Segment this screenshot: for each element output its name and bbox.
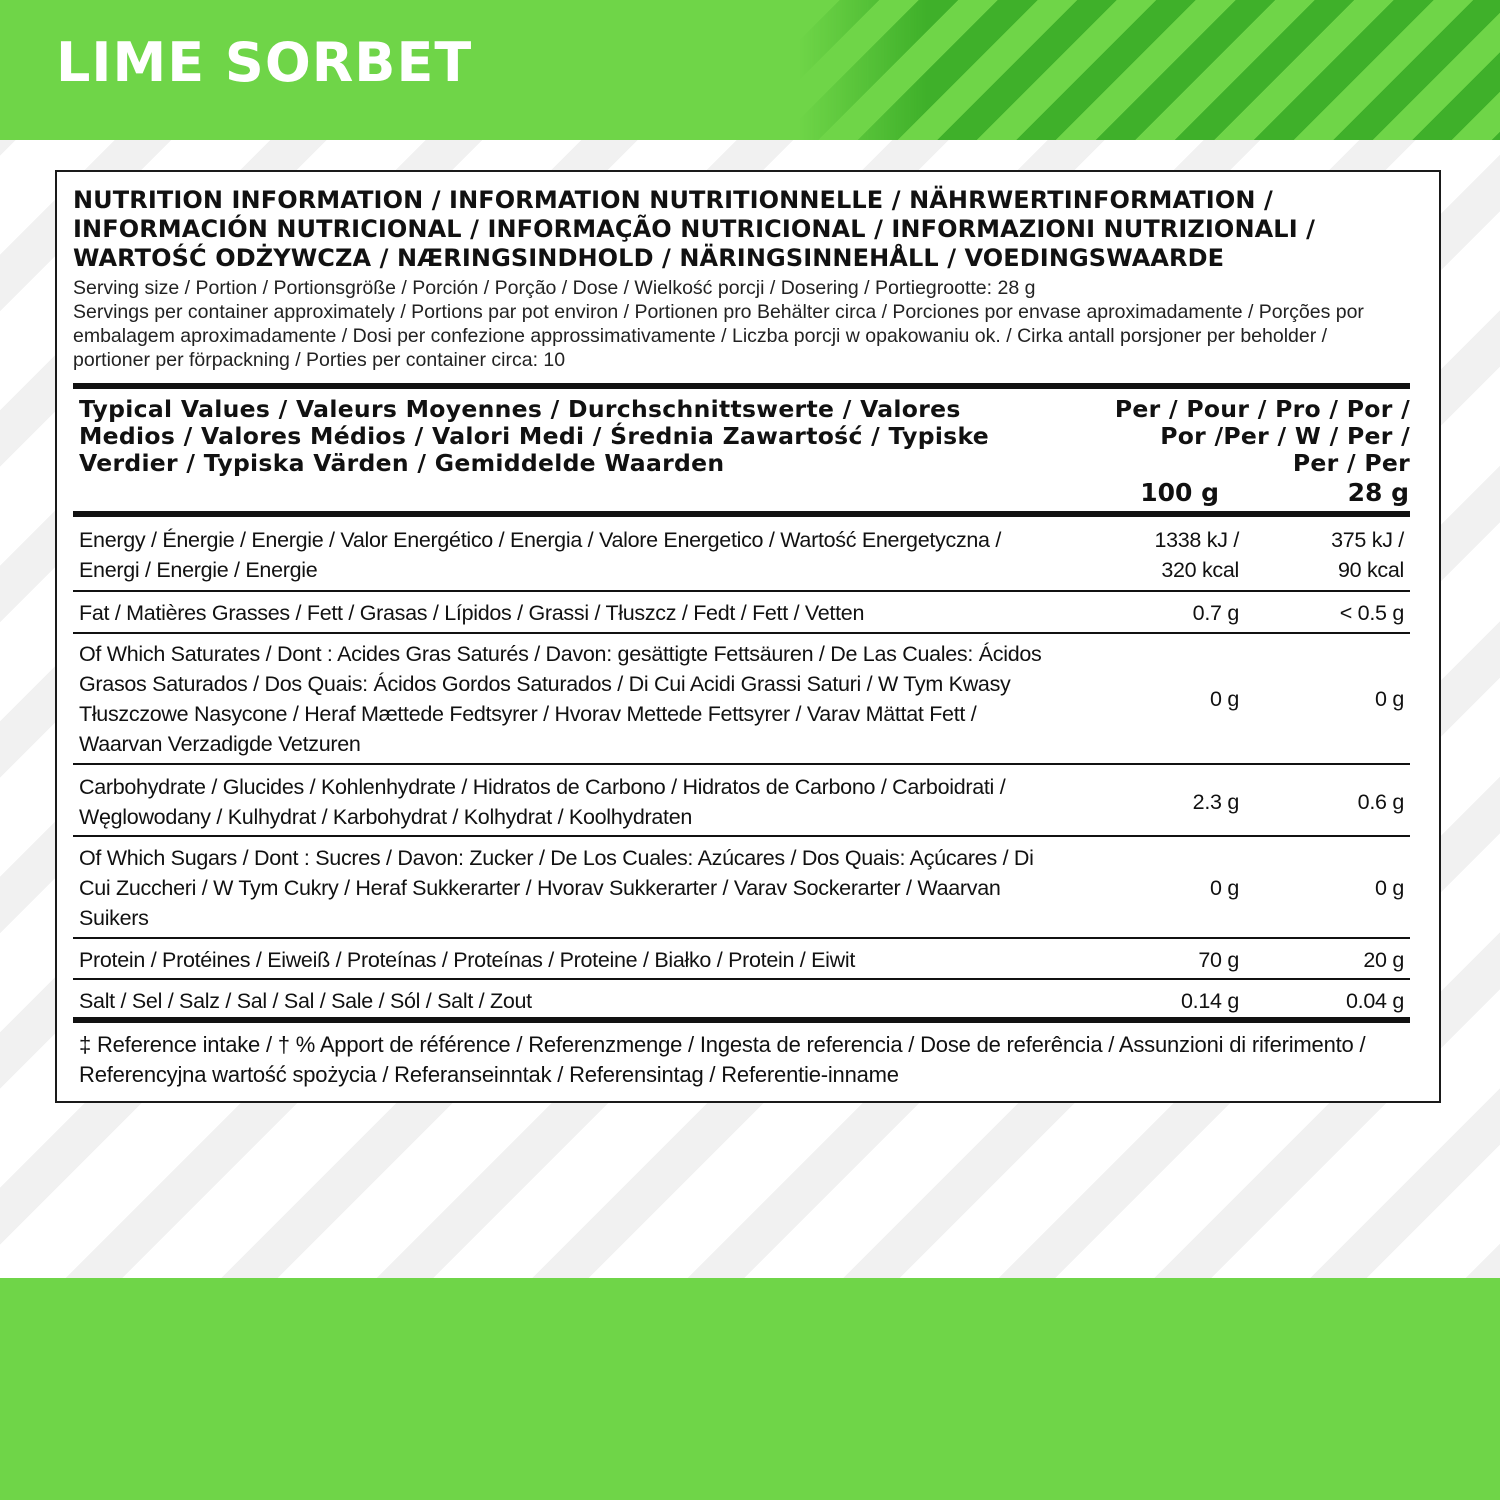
row-label: Of Which Saturates / Dont : Acides Gras Saturés / Davon: gesättigte Fettsäuren / De Las Cuales: Ácidos Grasos Saturados / Dos Quais: Ácidos Gordos Saturados / Di Cui Acidi Grassi Saturi / W Tym Kwasy Tłuszczowe Nasycone / Heraf Mættede Fedtsyrer / Hvorav Mettede Fettsyrer / Varav Mättat Fett / Waarvan Verzadigde Vetzuren: [79, 642, 1042, 756]
row-divider: [73, 978, 1410, 980]
row-divider: [73, 590, 1410, 592]
row-label: Energy / Énergie / Energie / Valor Energético / Energia / Valore Energetico / Wartość Energetyczna / Energi / Energie / Energie: [79, 528, 1002, 582]
value-per-28g: [1244, 525, 1404, 585]
header-band: [0, 0, 1500, 140]
value-per-100g: 0 g: [1210, 876, 1239, 900]
value-per-100g: 0 g: [1210, 687, 1239, 711]
value-per-28g: 0 g: [1375, 687, 1404, 711]
value-per-100g: 2.3 g: [1192, 790, 1239, 814]
row-label: Salt / Sel / Salz / Sal / Sal / Sale / Sól / Salt / Zout: [79, 989, 532, 1013]
value-line: 375 kJ /: [1331, 528, 1404, 552]
value-line: 90 kcal: [1337, 558, 1404, 582]
value-per-28g: 0 g: [1375, 876, 1404, 900]
table-top-rule: [73, 383, 1410, 389]
nutrition-heading: NUTRITION INFORMATION / INFORMATION NUTRITIONNELLE / NÄHRWERTINFORMATION / INFORMACIÓN NUTRICIONAL / INFORMAÇÃO NUTRICIONAL / INFORMAZIONI NUTRIZIONALI / WARTOŚĆ ODŻYWCZA / NÆRINGSINDHOLD / NÄRINGSINNEHÅLL / VOEDINGSWAARDE: [73, 186, 1316, 272]
row-divider: [73, 937, 1410, 939]
row-label: Of Which Sugars / Dont : Sucres / Davon: Zucker / De Los Cuales: Azúcares / Dos Quais: Açúcares / Di Cui Zuccheri / W Tym Cukry / Heraf Sukkerarter / Hvorav Sukkerarter / Varav Sockerarter / Waarvan Suikers: [79, 846, 1034, 930]
row-label: Carbohydrate / Glucides / Kohlenhydrate / Hidratos de Carbono / Hidratos de Carbono / Carboidrati / Węglowodany / Kulhydrat / Karbohydrat / Kolhydrat / Koolhydraten: [79, 775, 1006, 829]
nutrition-panel: [55, 170, 1441, 1103]
value-per-28g: 0.04 g: [1346, 989, 1404, 1013]
value-line: 320 kcal: [1161, 558, 1239, 582]
value-per-28g: 0.6 g: [1357, 790, 1404, 814]
serving-info: [73, 276, 1403, 372]
value-per-100g: [1079, 525, 1239, 585]
per-header-line: Per / Pour / Pro / Por /: [1114, 395, 1410, 423]
row-label: Protein / Protéines / Eiweiß / Proteínas / Proteínas / Proteine / Białko / Protein / Eiwit: [79, 948, 856, 972]
row-label: Fat / Matières Grasses / Fett / Grasas / Lípidos / Grassi / Tłuszcz / Fedt / Fett / Vetten: [79, 601, 865, 625]
per-header-line: Per / Per: [1292, 449, 1410, 477]
row-divider: [73, 835, 1410, 837]
per-header: [1087, 396, 1410, 477]
value-per-100g: 70 g: [1198, 948, 1239, 972]
header-bottom-rule: [73, 511, 1410, 517]
value-per-28g: 20 g: [1363, 948, 1404, 972]
servings-per-container: Servings per container approximately / Portions par pot environ / Portionen pro Behälter circa / Porciones por envase aproximadamente / Porções por embalagem aproximadamente / Dosi per confezione approssimativamente / Liczba porcji w opakowaniu ok. / Cirka antall porsjoner per beholder / portioner per förpackning / Porties per container circa: 10: [73, 301, 1364, 371]
value-per-28g: < 0.5 g: [1339, 601, 1404, 625]
header-stripes: [800, 0, 1500, 140]
value-per-100g: 0.14 g: [1181, 989, 1239, 1013]
row-divider: [73, 763, 1410, 765]
row-divider: [73, 632, 1410, 634]
col-28g-header: 28 g: [1347, 478, 1409, 507]
footer-band: [0, 1278, 1500, 1500]
table-bottom-rule: [73, 1017, 1410, 1023]
product-title: LIME SORBET: [56, 31, 473, 94]
per-header-line: Por /Per / W / Per /: [1160, 422, 1410, 450]
value-per-100g: 0.7 g: [1192, 601, 1239, 625]
value-line: 1338 kJ /: [1154, 528, 1239, 552]
typical-values-header: Typical Values / Valeurs Moyennes / Durchschnittswerte / Valores Medios / Valores Médios / Valori Medi / Średnia Zawartość / Typiske Verdier / Typiska Värden / Gemiddelde Waarden: [79, 395, 990, 477]
col-100g-header: 100 g: [1140, 478, 1219, 507]
reference-intake-footnote: ‡ Reference intake / † % Apport de référence / Referenzmenge / Ingesta de referencia / Dose de referência / Assunzioni di riferimento / Referencyjna wartość spożycia / Referanseinntak / Referensintag / Referentie-inname: [79, 1032, 1366, 1087]
serving-size: Serving size / Portion / Portionsgröße / Porción / Porção / Dose / Wielkość porcji / Dosering / Portiegrootte: 28 g: [73, 277, 1036, 299]
